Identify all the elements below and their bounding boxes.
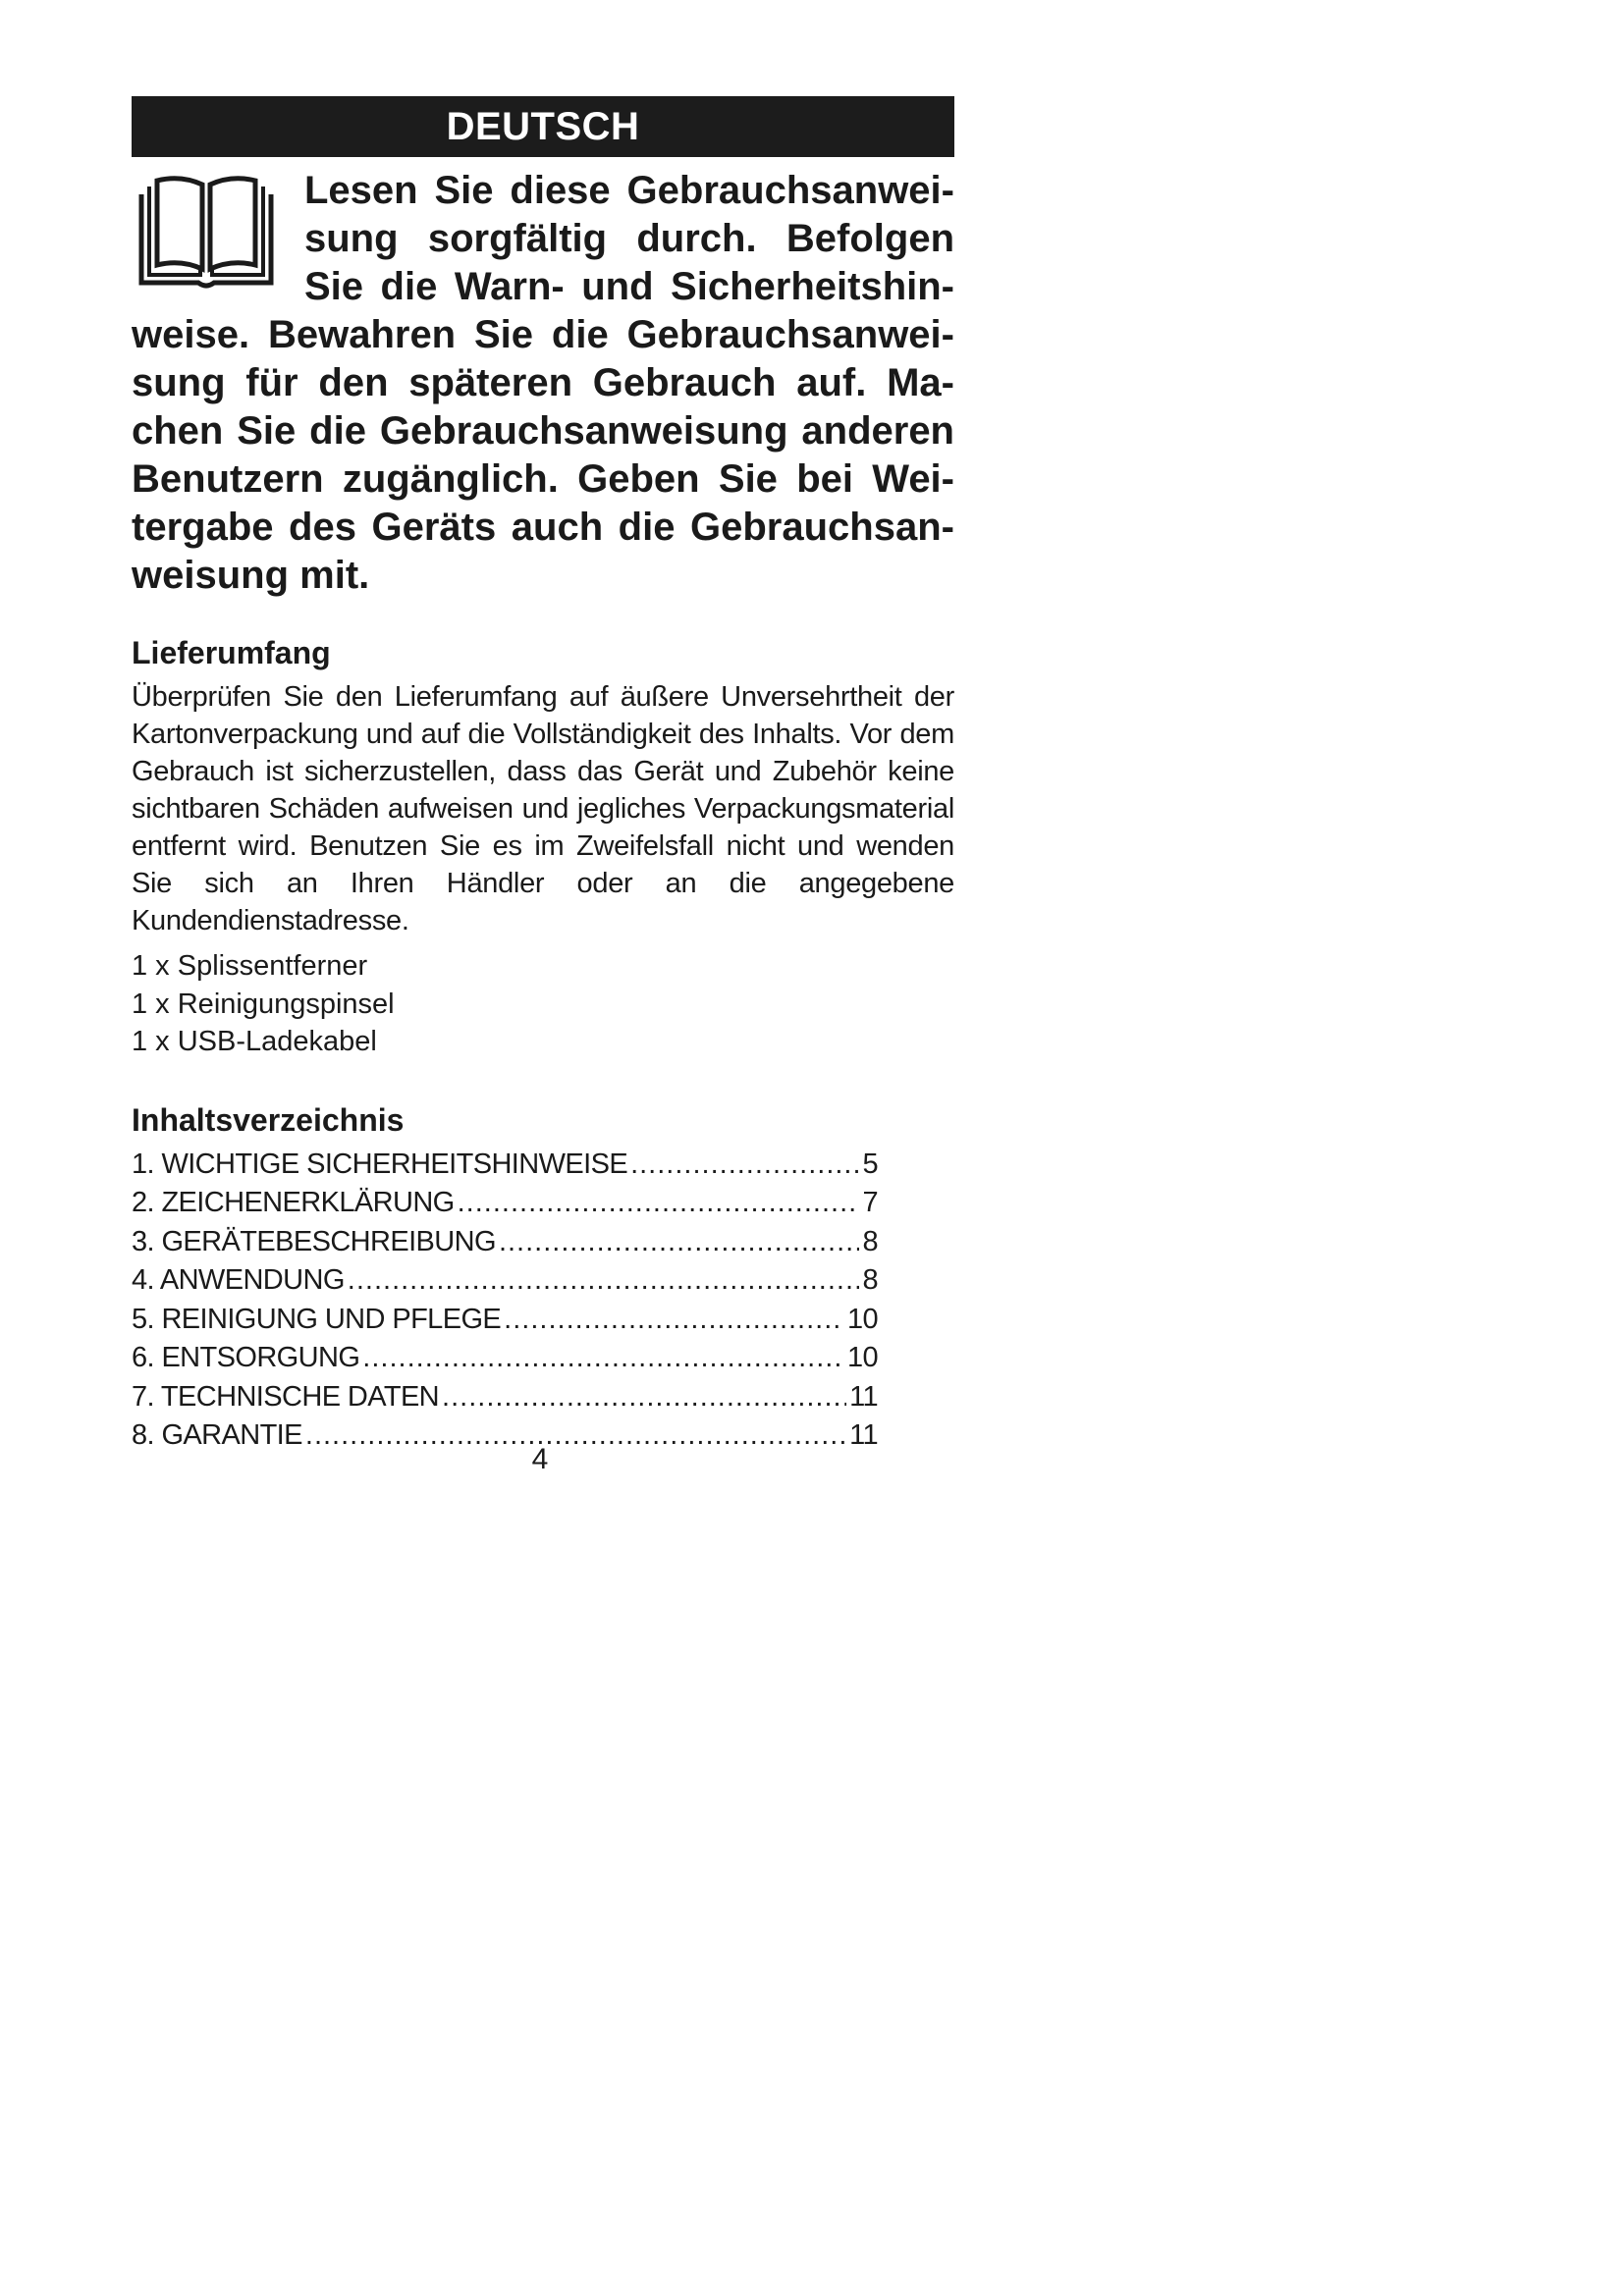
toc-heading: Inhaltsverzeichnis <box>132 1101 405 1138</box>
toc-entry-page: 11 <box>849 1419 878 1451</box>
toc-entry-label: 5. REINIGUNG UND PFLEGE <box>132 1303 502 1335</box>
scope-heading: Lieferumfang <box>132 635 331 670</box>
toc-entry-label: 1. WICHTIGE SICHERHEITSHINWEISE <box>132 1148 628 1180</box>
toc-entry-page: 5 <box>862 1148 878 1180</box>
toc-leader-dots <box>630 1146 859 1185</box>
toc-leader-dots <box>504 1301 844 1340</box>
scope-item-list <box>132 947 954 1061</box>
toc-leader-dots <box>499 1223 860 1262</box>
manual-page <box>132 96 954 1456</box>
toc-entry-label: 3. GERÄTEBESCHREIBUNG <box>132 1225 496 1257</box>
scope-paragraph: Überprüfen Sie den Lieferumfang auf äußere Unversehrtheit der Kartonverpackung und auf die Vollständigkeit des Inhalts. Vor dem Gebrauch ist sicherzustellen, dass das Gerät und Zubehör keine sichtbaren Schäden aufweisen und jegliches Verpackungsmaterial entfernt wird. Benutzen Sie es im Zweifelsfall nicht und wenden Sie sich an Ihren Händler oder an die angegebene Kundendienstadresse. <box>132 681 954 936</box>
toc-entry-page: 10 <box>846 1303 878 1335</box>
toc-entry <box>132 1261 878 1301</box>
language-banner <box>132 96 954 157</box>
toc-leader-dots <box>458 1184 860 1223</box>
page-number: 4 <box>531 1443 549 1475</box>
list-item: 1 x Reinigungspinsel <box>132 988 395 1020</box>
toc-entry <box>132 1378 878 1417</box>
toc-entry-label: 6. ENTSORGUNG <box>132 1342 360 1373</box>
open-book-icon <box>137 173 275 291</box>
toc-entry-page: 11 <box>849 1380 878 1413</box>
toc-entry <box>132 1223 878 1262</box>
toc-leader-dots <box>362 1339 844 1378</box>
toc-entry-page: 10 <box>846 1342 878 1373</box>
toc-leader-dots <box>442 1378 846 1417</box>
toc-entry <box>132 1184 878 1223</box>
toc-entry-label: 2. ZEICHENERKLÄRUNG <box>132 1187 455 1218</box>
toc-entry-page: 8 <box>862 1225 878 1257</box>
toc-entry-label: 4. ANWENDUNG <box>132 1264 345 1296</box>
toc-leader-dots <box>348 1261 860 1301</box>
toc-entry-page: 8 <box>862 1264 878 1296</box>
list-item: 1 x Splissentferner <box>132 950 368 982</box>
toc-entry <box>132 1301 878 1340</box>
toc-entry <box>132 1339 878 1378</box>
intro-text: Lesen Sie diese Gebrauchsanweisung sorgfältig durch. Befolgen Sie die Warn- und Sicherheitshinweise. Bewahren Sie die Gebrauchsanweisung für den späteren Gebrauch auf. Machen Sie die Gebrauchsanweisung anderen Benutzern zugänglich. Geben Sie bei Weitergabe des Geräts auch die Gebrauchsanweisung mit. <box>132 169 954 597</box>
toc-entry-label: 7. TECHNISCHE DATEN <box>132 1380 440 1413</box>
toc-entry-page: 7 <box>862 1187 878 1218</box>
language-label: DEUTSCH <box>446 104 640 148</box>
toc-entry <box>132 1146 878 1185</box>
list-item: 1 x USB-Ladekabel <box>132 1026 377 1057</box>
table-of-contents <box>132 1146 954 1456</box>
intro-warning <box>132 167 954 600</box>
toc-entry-label: 8. GARANTIE <box>132 1419 302 1451</box>
